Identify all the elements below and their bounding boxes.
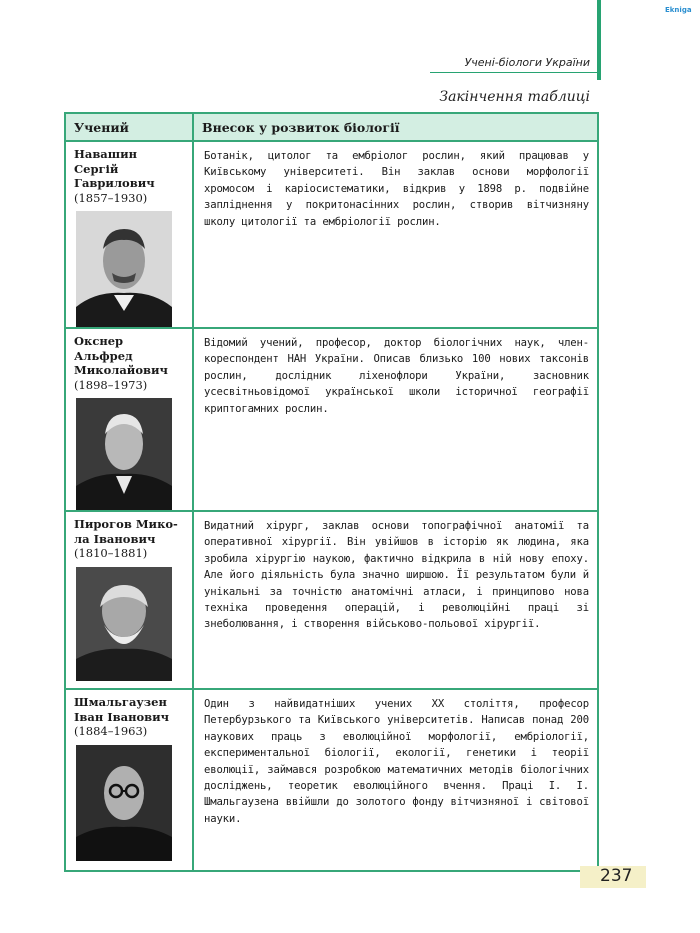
running-head: Учені-біологи України — [464, 56, 590, 69]
contribution-text: Один з найвидатніших учених ХХ століття, професор Петербурзького та Київського університетів. Написав понад 200 наукових праць з еволюційної морфології, ембріології, експериментальної біології, екології, генетики і теорії еволюції, займався розробкою математичних методів біологічних досліджень, теоретик еволюційного вчення. Праці І. І. Шмальгаузена ввійшли до золотого фонду вітчизняної і світової науки. — [204, 698, 589, 825]
scientist-years: (1857–1930) — [74, 190, 148, 205]
table-row — [65, 689, 598, 871]
scientist-name: Шмальгаузен — [74, 695, 167, 709]
scientist-years: (1884–1963) — [74, 724, 148, 738]
table-header-row — [65, 113, 598, 141]
contribution-text: Відомий учений, професор, доктор біологічних наук, член-кореспондент НАН України. Описав близько 100 нових таксонів рослин, дослідник ліхенофлори України, засновник усесвітньовідомої української школи історичної географії криптогамних рослин. — [204, 337, 589, 415]
contribution-text: Видатний хірург, заклав основи топографічної анатомії та оперативної хірургії. Він увійшов в історію як людина, яка зробила хірургію наукою, фактично відкрила в ній нову епоху. Але його діяльність була значно ширшою. Її результатом були й унікальні за точністю анатомічні атласи, і принципово нова техніка проведення операцій, і революційні праці зі знеболювання, і створення військово-польової хірургії. — [204, 520, 589, 631]
publisher-logo: Ekniga — [665, 6, 692, 14]
contribution-cell — [193, 689, 598, 871]
scientists-table — [64, 112, 599, 872]
header-contribution: Внесок у розвиток біології — [193, 113, 598, 141]
scientist-years: (1810–1881) — [74, 546, 148, 560]
header-scientist: Учений — [65, 113, 193, 141]
table-row — [65, 141, 598, 328]
portrait-photo — [76, 745, 172, 861]
contribution-text: Ботанік, цитолог та ембріолог рослин, який працював у Київському університеті. Він заклав основи морфології хромосом і каріосистематики, відкрив у 1898 р. подвійне запліднення у покритонасінних рослин, створив вітчизняну школу цитології та ембріології рослин. — [204, 150, 589, 228]
scientist-patronymic: Миколайович — [74, 363, 168, 377]
portrait-photo — [76, 398, 172, 510]
scientist-name: Навашин Сергій — [74, 147, 138, 176]
table-continuation-label: Закінчення таблиці — [439, 89, 590, 105]
running-head-rule — [430, 72, 597, 73]
scientist-cell — [65, 511, 193, 689]
page-number: 237 — [600, 866, 633, 886]
scientist-cell — [65, 689, 193, 871]
scientist-patronymic: Іван Іванович — [74, 709, 170, 724]
scientist-years: (1898–1973) — [74, 377, 148, 392]
portrait-photo — [76, 211, 172, 327]
side-accent-bar — [597, 0, 601, 80]
scientist-name: Пирогов Мико- — [74, 517, 178, 531]
scientist-patronymic: ла Іванович — [74, 531, 156, 546]
scientist-name: Окснер Альфред — [74, 334, 133, 363]
scientist-cell — [65, 328, 193, 511]
portrait-photo — [76, 567, 172, 681]
scientist-patronymic: Гаврилович — [74, 176, 155, 190]
contribution-cell — [193, 141, 598, 328]
contribution-cell — [193, 328, 598, 511]
scientist-cell — [65, 141, 193, 328]
contribution-cell — [193, 511, 598, 689]
table-row — [65, 511, 598, 689]
table-row — [65, 328, 598, 511]
